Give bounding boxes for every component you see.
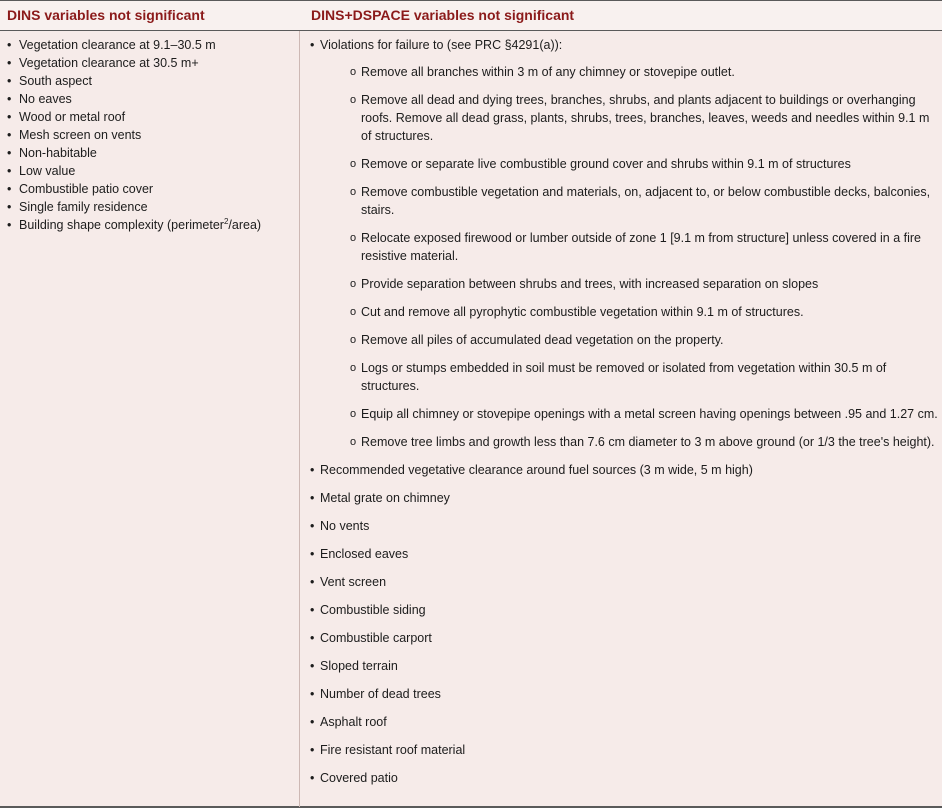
bullet-icon: • <box>310 715 315 729</box>
list-item: • Enclosed eaves <box>310 547 409 561</box>
list-item: • Combustible carport <box>310 631 432 645</box>
list-item: • Non-habitable <box>7 144 292 162</box>
list-item: • Single family residence <box>7 198 292 216</box>
header-dins-dspace: DINS+DSPACE variables not significant <box>311 7 575 23</box>
dins-column <box>7 31 292 234</box>
bullet-icon: • <box>310 575 315 589</box>
bullet-icon: • <box>310 519 315 533</box>
circle-bullet-icon: o <box>350 334 357 346</box>
table-header <box>0 1 942 31</box>
list-item: • Combustible patio cover <box>7 180 292 198</box>
sub-list-item: o Remove tree limbs and growth less than 7.6 cm diameter to 3 m above ground (or 1/3 the tree's height). <box>350 435 935 449</box>
list-item: • Low value <box>7 162 292 180</box>
sub-list-item: o Logs or stumps embedded in soil must be removed or isolated from vegetation within 30.5 m of structures. <box>350 361 887 393</box>
bullet-icon: • <box>310 547 315 561</box>
bullet-icon: • <box>310 743 315 757</box>
violations-item <box>310 36 938 451</box>
circle-bullet-icon: o <box>350 186 357 198</box>
list-item-building-shape: • Building shape complexity (perimeter$^2$/area) <box>7 216 292 234</box>
list-item: • Asphalt roof <box>310 715 387 729</box>
header-dins: DINS variables not significant <box>7 7 205 23</box>
bullet-icon: • <box>310 687 315 701</box>
bullet-icon: • <box>310 631 315 645</box>
list-item: • Number of dead trees <box>310 687 441 701</box>
sub-list-item: o Remove all dead and dying trees, branches, shrubs, and plants adjacent to buildings or overhanging roofs. Remove all dead grass, plants, shrubs, trees, branches, leaves, weeds and needles within 9.1 m of structures. <box>350 93 930 143</box>
sub-list-item: o Remove or separate live combustible ground cover and shrubs within 9.1 m of structures <box>350 157 851 171</box>
list-item: • South aspect <box>7 72 292 90</box>
bullet-icon: • <box>310 603 315 617</box>
sub-list-item: o Equip all chimney or stovepipe openings with a metal screen having openings between .95 and 1.27 cm. <box>350 407 938 421</box>
violations-intro: Violations for failure to (see PRC §4291(a)): <box>320 38 563 52</box>
circle-bullet-icon: o <box>350 278 357 290</box>
list-item: • Recommended vegetative clearance around fuel sources (3 m wide, 5 m high) <box>310 463 753 477</box>
list-item: • Vegetation clearance at 30.5 m+ <box>7 54 292 72</box>
sub-list-item: o Remove all branches within 3 m of any chimney or stovepipe outlet. <box>350 65 735 79</box>
list-item: • Mesh screen on vents <box>7 126 292 144</box>
list-item: • Covered patio <box>310 771 398 785</box>
sub-list-item: o Provide separation between shrubs and trees, with increased separation on slopes <box>350 277 819 291</box>
dins-list <box>7 36 292 234</box>
sub-list-item: o Remove combustible vegetation and materials, on, adjacent to, or below combustible decks, balconies, stairs. <box>350 185 931 217</box>
list-item: • No eaves <box>7 90 292 108</box>
bullet-icon: • <box>310 38 315 52</box>
list-item: • Combustible siding <box>310 603 426 617</box>
circle-bullet-icon: o <box>350 158 357 170</box>
column-divider <box>299 31 300 807</box>
circle-bullet-icon: o <box>350 362 357 374</box>
list-item: • Vent screen <box>310 575 387 589</box>
circle-bullet-icon: o <box>350 408 357 420</box>
sub-list-item: o Cut and remove all pyrophytic combustible vegetation within 9.1 m of structures. <box>350 305 804 319</box>
circle-bullet-icon: o <box>350 232 357 244</box>
bullet-icon: • <box>310 491 315 505</box>
list-item: • Wood or metal roof <box>7 108 292 126</box>
bullet-icon: • <box>310 463 315 477</box>
circle-bullet-icon: o <box>350 436 357 448</box>
list-item: • Sloped terrain <box>310 659 398 673</box>
bullet-icon: • <box>310 659 315 673</box>
list-item: • Metal grate on chimney <box>310 491 450 505</box>
list-item: • Fire resistant roof material <box>310 743 466 757</box>
list-item: • Vegetation clearance at 9.1–30.5 m <box>7 36 292 54</box>
violations-sublist <box>350 63 938 451</box>
circle-bullet-icon: o <box>350 306 357 318</box>
sub-list-item: o Remove all piles of accumulated dead vegetation on the property. <box>350 333 724 347</box>
bullet-icon: • <box>310 771 315 785</box>
circle-bullet-icon: o <box>350 94 357 106</box>
circle-bullet-icon: o <box>350 66 357 78</box>
list-item: • No vents <box>310 519 370 533</box>
dins-dspace-column <box>310 31 938 797</box>
sub-list-item: o Relocate exposed firewood or lumber outside of zone 1 [9.1 m from structure] unless covered in a fire resistive material. <box>350 231 922 263</box>
